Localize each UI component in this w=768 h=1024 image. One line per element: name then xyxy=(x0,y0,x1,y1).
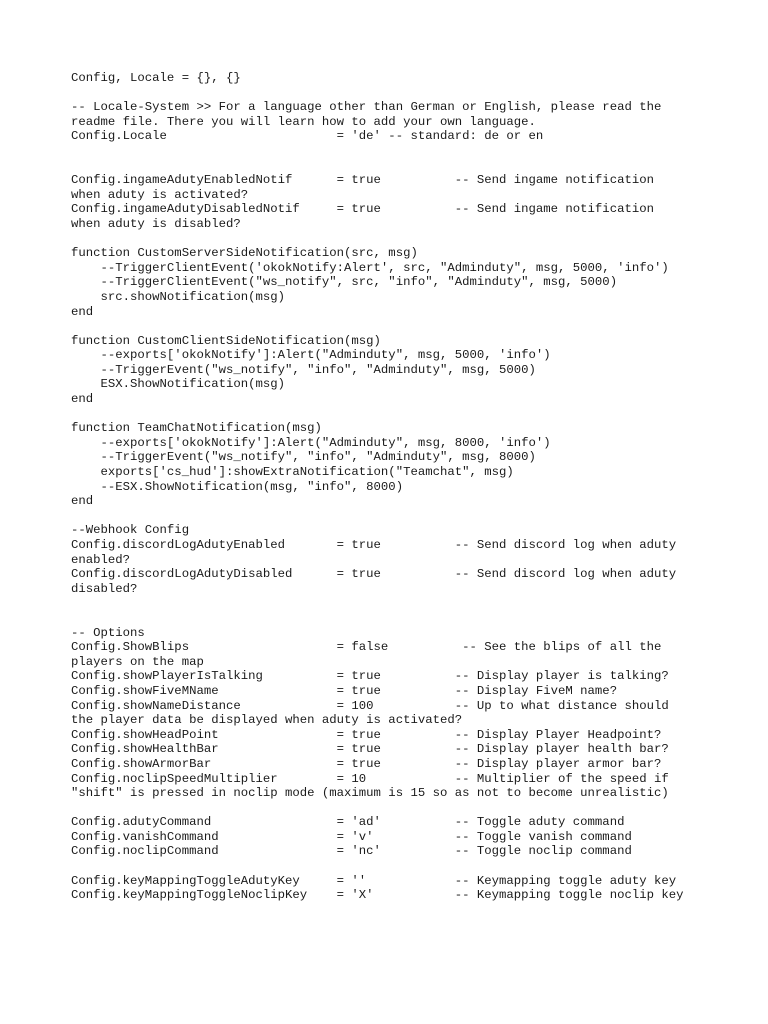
blank-line xyxy=(71,611,684,626)
blank-line xyxy=(71,144,684,159)
code-line: --Webhook Config xyxy=(71,523,190,538)
code-line: exports['cs_hud']:showExtraNotification("Teamchat", msg) xyxy=(71,465,514,480)
code-line: when aduty is disabled? xyxy=(71,216,241,231)
code-line: Config, Locale = {}, {} xyxy=(71,71,241,85)
blank-line xyxy=(71,596,684,611)
code-line: -- Locale-System >> For a language other than German or English, please read the xyxy=(71,100,662,115)
code-listing xyxy=(71,71,684,903)
code-line: Config.noclipCommand = 'nc' -- Toggle noclip command xyxy=(71,844,632,859)
blank-line xyxy=(71,159,684,174)
code-line: end xyxy=(71,304,94,319)
code-line: --TriggerClientEvent('okokNotify:Alert', src, "Adminduty", msg, 5000, 'info') xyxy=(71,260,669,275)
code-line: --TriggerEvent("ws_notify", "info", "Adminduty", msg, 8000) xyxy=(71,450,536,465)
code-line: Config.showNameDistance = 100 -- Up to what distance should xyxy=(71,698,669,713)
blank-line xyxy=(71,86,684,101)
code-line: Config.showArmorBar = true -- Display player armor bar? xyxy=(71,756,662,771)
code-line: --exports['okokNotify']:Alert("Adminduty", msg, 8000, 'info') xyxy=(71,435,551,450)
code-line: Config.Locale = 'de' -- standard: de or en xyxy=(71,129,544,144)
code-line: Config.noclipSpeedMultiplier = 10 -- Multiplier of the speed if xyxy=(71,771,669,786)
code-line: Config.showPlayerIsTalking = true -- Display player is talking? xyxy=(71,669,669,684)
code-line: enabled? xyxy=(71,552,131,567)
code-line: Config.showHealthBar = true -- Display player health bar? xyxy=(71,742,669,757)
code-line: players on the map xyxy=(71,654,204,669)
code-line: function TeamChatNotification(msg) xyxy=(71,421,322,436)
code-line: ESX.ShowNotification(msg) xyxy=(71,377,286,392)
blank-line xyxy=(71,509,684,524)
code-line: Config.showHeadPoint = true -- Display Player Headpoint? xyxy=(71,727,662,742)
code-line: disabled? xyxy=(71,581,138,596)
code-line: Config.vanishCommand = 'v' -- Toggle vanish command xyxy=(71,829,632,844)
blank-line xyxy=(71,859,684,874)
code-line: Config.adutyCommand = 'ad' -- Toggle aduty command xyxy=(71,815,625,830)
code-line: --exports['okokNotify']:Alert("Adminduty", msg, 5000, 'info') xyxy=(71,348,551,363)
code-line: --ESX.ShowNotification(msg, "info", 8000) xyxy=(71,479,404,494)
code-line: end xyxy=(71,392,94,407)
blank-line xyxy=(71,801,684,816)
code-line: --TriggerEvent("ws_notify", "info", "Adminduty", msg, 5000) xyxy=(71,362,536,377)
code-line: when aduty is activated? xyxy=(71,187,249,202)
code-line: Config.discordLogAdutyDisabled = true -- Send discord log when aduty xyxy=(71,567,677,582)
blank-line xyxy=(71,319,684,334)
code-line: Config.ingameAdutyDisabledNotif = true -- Send ingame notification xyxy=(71,202,654,217)
blank-line xyxy=(71,232,684,247)
code-line: --TriggerClientEvent("ws_notify", src, "info", "Adminduty", msg, 5000) xyxy=(71,275,618,290)
code-line: Config.ShowBlips = false -- See the blips of all the xyxy=(71,640,662,655)
blank-line xyxy=(71,407,684,422)
code-line: Config.discordLogAdutyEnabled = true -- Send discord log when aduty xyxy=(71,538,677,552)
code-line: Config.showFiveMName = true -- Display FiveM name? xyxy=(71,683,618,698)
code-line: function CustomServerSideNotification(src, msg) xyxy=(71,246,418,261)
code-line: Config.keyMappingToggleAdutyKey = '' -- Keymapping toggle aduty key xyxy=(71,873,677,888)
code-line: Config.ingameAdutyEnabledNotif = true -- Send ingame notification xyxy=(71,173,654,188)
code-line: src.showNotification(msg) xyxy=(71,289,286,304)
code-line: the player data be displayed when aduty is activated? xyxy=(71,713,463,728)
code-line: Config.keyMappingToggleNoclipKey = 'X' -- Keymapping toggle noclip key xyxy=(71,888,684,903)
code-line: readme file. There you will learn how to add your own language. xyxy=(71,114,536,129)
code-line: -- Options xyxy=(71,625,145,640)
code-line: function CustomClientSideNotification(msg) xyxy=(71,333,381,348)
code-line: "shift" is pressed in noclip mode (maximum is 15 so as not to become unrealistic) xyxy=(71,786,669,801)
code-line: end xyxy=(71,494,94,509)
